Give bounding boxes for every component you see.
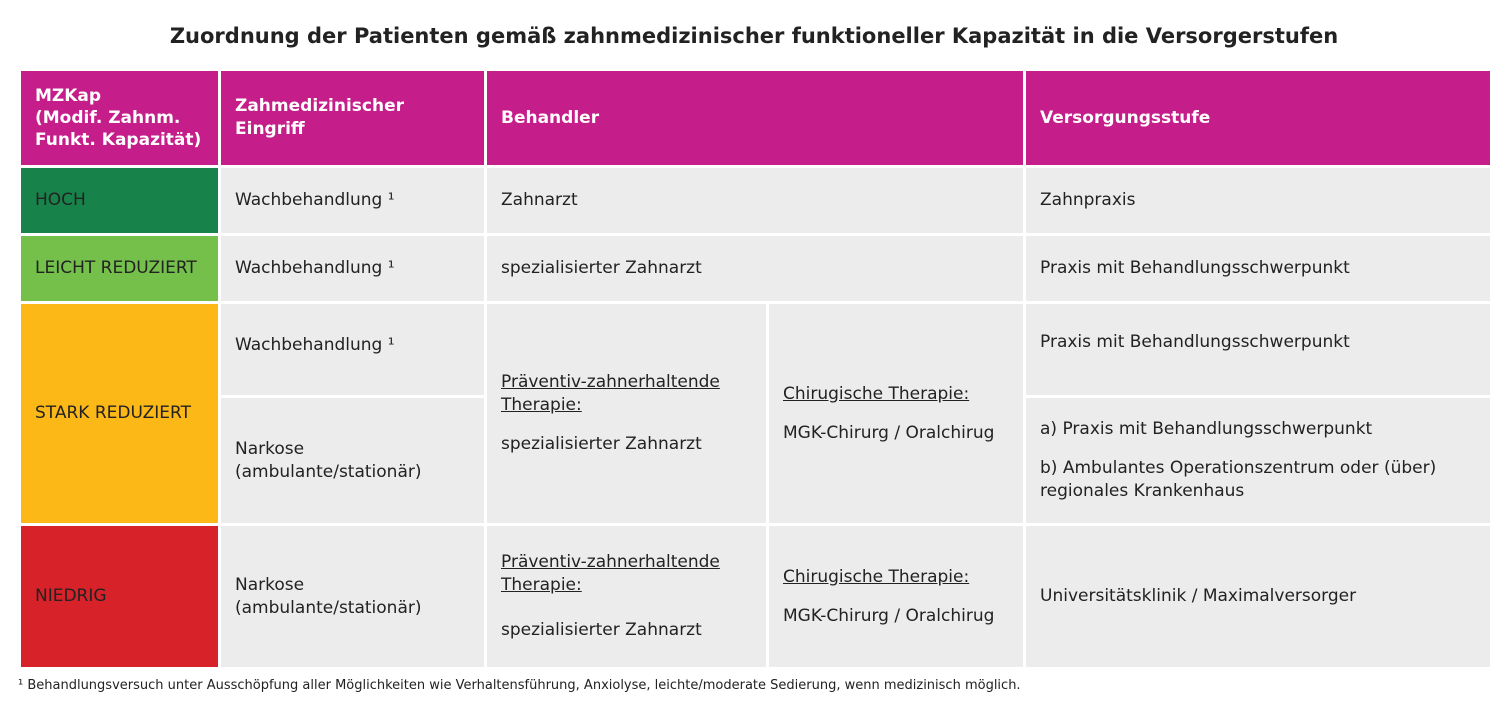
header-eingriff: Zahmedizinischer Eingriff	[220, 70, 486, 167]
niedrig-praeventiv-text: spezialisierter Zahnarzt	[501, 619, 702, 640]
table-row-hoch	[20, 167, 1492, 235]
behandler-stark-chirurgisch	[768, 303, 1025, 525]
niedrig-praeventiv-heading-line1: Präventiv-zahnerhaltende	[501, 552, 720, 573]
eingriff-stark-wach: Wachbehandlung ¹	[220, 303, 486, 397]
niedrig-praeventiv-heading-line2: Therapie:	[501, 575, 582, 596]
level-hoch: HOCH	[20, 167, 220, 235]
table-row-stark-reduziert-1	[20, 303, 1492, 397]
stufe-hoch: Zahnpraxis	[1025, 167, 1492, 235]
eingriff-niedrig	[220, 525, 486, 669]
niedrig-chirurgisch-heading: Chirugische Therapie:	[783, 566, 970, 587]
chirurgisch-text: MGK-Chirurg / Oralchirug	[783, 422, 995, 443]
level-niedrig: NIEDRIG	[20, 525, 220, 669]
niedrig-narkose-detail: (ambulante/stationär)	[235, 597, 422, 618]
behandler-niedrig-chirurgisch	[768, 525, 1025, 669]
stufe-stark-2b-line1: b) Ambulantes Operationszentrum oder (über)	[1040, 458, 1437, 479]
stufe-leicht-reduziert: Praxis mit Behandlungsschwerpunkt	[1025, 235, 1492, 303]
praeventiv-heading-line1: Präventiv-zahnerhaltende	[501, 372, 720, 393]
stufe-stark-1: Praxis mit Behandlungsschwerpunkt	[1025, 303, 1492, 397]
stufe-stark-2	[1025, 397, 1492, 525]
eingriff-leicht-reduziert: Wachbehandlung ¹	[220, 235, 486, 303]
header-mzkap-line3: Funkt. Kapazität)	[35, 130, 202, 151]
page-title: Zuordnung der Patienten gemäß zahnmedizinischer funktioneller Kapazität in die Versorgerstufen	[169, 24, 1339, 48]
allocation-table	[18, 68, 1493, 670]
behandler-niedrig-praeventiv	[486, 525, 768, 669]
header-versorgungsstufe: Versorgungsstufe	[1025, 70, 1492, 167]
stufe-stark-2b-line2: regionales Krankenhaus	[1040, 480, 1245, 501]
stufe-stark-2a: a) Praxis mit Behandlungsschwerpunkt	[1040, 419, 1373, 440]
narkose-label: Narkose	[235, 438, 305, 459]
niedrig-narkose-label: Narkose	[235, 574, 305, 595]
narkose-detail: (ambulante/stationär)	[235, 461, 422, 482]
header-mzkap-line2: (Modif. Zahnm.	[35, 107, 181, 128]
behandler-stark-praeventiv	[486, 303, 768, 525]
eingriff-hoch: Wachbehandlung ¹	[220, 167, 486, 235]
header-behandler: Behandler	[486, 70, 1025, 167]
footnote: ¹ Behandlungsversuch unter Ausschöpfung aller Möglichkeiten wie Verhaltensführung, Anxiolyse, leichte/moderate Sedierung, wenn medizinisch möglich.	[18, 678, 1021, 693]
table-row-leicht-reduziert	[20, 235, 1492, 303]
header-mzkap	[20, 70, 220, 167]
praeventiv-text: spezialisierter Zahnarzt	[501, 433, 702, 454]
chirurgisch-heading: Chirugische Therapie:	[783, 383, 970, 404]
table-header-row	[20, 70, 1492, 167]
level-leicht-reduziert: LEICHT REDUZIERT	[20, 235, 220, 303]
table-row-niedrig	[20, 525, 1492, 669]
header-mzkap-line1: MZKap	[35, 85, 102, 106]
praeventiv-heading-line2: Therapie:	[501, 395, 582, 416]
eingriff-stark-narkose	[220, 397, 486, 525]
niedrig-chirurgisch-text: MGK-Chirurg / Oralchirug	[783, 605, 995, 626]
level-stark-reduziert: STARK REDUZIERT	[20, 303, 220, 525]
stufe-niedrig: Universitätsklinik / Maximalversorger	[1025, 525, 1492, 669]
behandler-hoch: Zahnarzt	[486, 167, 1025, 235]
behandler-leicht-reduziert: spezialisierter Zahnarzt	[486, 235, 1025, 303]
